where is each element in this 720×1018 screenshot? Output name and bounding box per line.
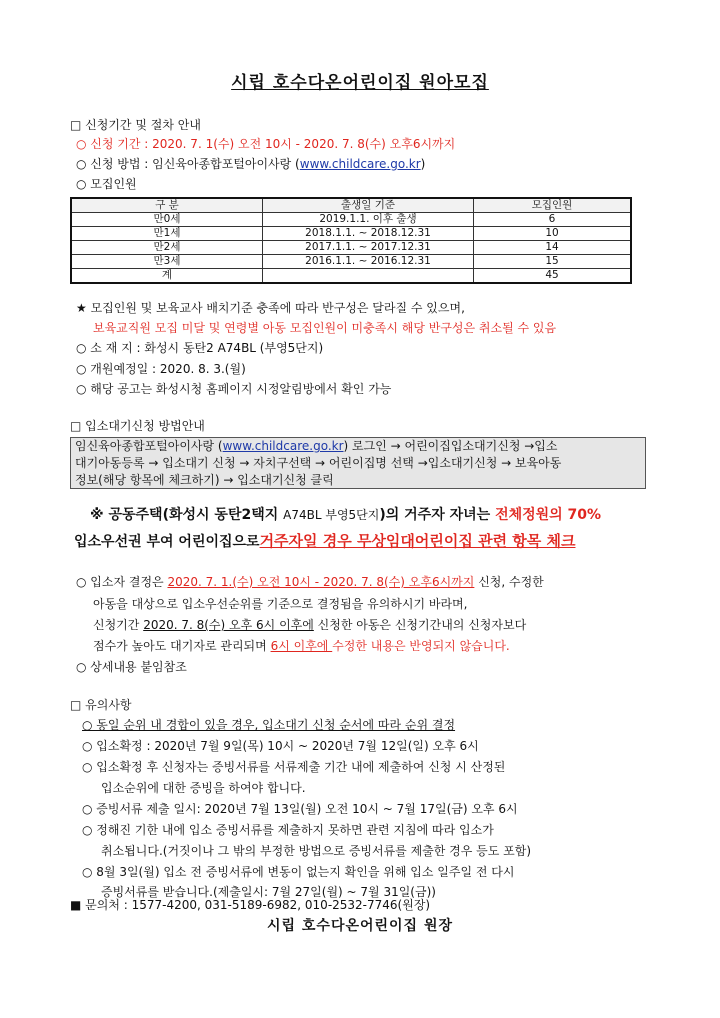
table-row <box>71 213 631 227</box>
caution-item: ○ 입소확정 : 2020년 7월 9일(목) 10시 ~ 2020년 7월 12일(일) 오후 6시 <box>82 739 479 753</box>
caution-item: ○ 증빙서류 제출 일시: 2020년 7월 13일(월) 오전 10시 ~ 7월 17일(금) 오후 6시 <box>82 802 518 816</box>
decision-text: 신청, 수정한 <box>474 575 544 589</box>
table-cell: 2016.1.1. ~ 2016.12.31 <box>263 255 474 269</box>
table-cell <box>263 269 474 284</box>
caution-item-cont: 취소됩니다.(거짓이나 그 밖의 부정한 방법으로 증빙서류를 제출한 경우 등도 포함) <box>101 844 532 858</box>
note-address: ○ 소 재 지 : 화성시 동탄2 A74BL (부영5단지) <box>76 341 324 355</box>
recruit-label: ○ 모집인원 <box>76 177 137 191</box>
table-cell: 45 <box>474 269 632 284</box>
decision-after-six: 6시 이후에 <box>270 639 333 653</box>
table-cell: 2017.1.1. ~ 2017.12.31 <box>263 241 474 255</box>
detail-note: ○ 상세내용 붙임참조 <box>76 660 187 674</box>
table-row <box>71 241 631 255</box>
table-header: 모집인원 <box>474 198 632 213</box>
decision-line3 <box>93 617 526 633</box>
procedure-line: 정보(해당 항목에 체크하기) → 입소대기신청 클릭 <box>75 473 334 487</box>
caution-item: ○ 입소확정 후 신청자는 증빙서류를 서류제출 기간 내에 제출하여 신청 시 산정된 <box>82 760 506 774</box>
apply-method <box>76 156 425 172</box>
note-star-red: 보육교직원 모집 미달 및 연령별 아동 모집인원이 미충족시 해당 반구성은 취소될 수 있음 <box>93 321 557 335</box>
decision-deadline: 2020. 7. 8(수) 오후 6시 이후에 <box>143 618 314 632</box>
decision-text: 신청기간 <box>93 618 144 632</box>
apply-method-text: ○ 신청 방법 : 임신육아종합포털아이사랑 ( <box>76 157 300 171</box>
priority-text: ※ 공동주택(화성시 동탄2택지 <box>90 507 284 523</box>
decision-not-reflected: 수정한 내용은 반영되지 않습니다. <box>332 639 510 653</box>
caution-item: ○ 8월 3일(월) 입소 전 증빙서류에 변동이 없는지 확인을 위해 입소 일주일 전 다시 <box>82 865 515 879</box>
priority-text: )의 거주자 자녀는 <box>379 507 496 523</box>
caution-item: ○ 동일 순위 내 경합이 있을 경우, 입소대기 신청 순서에 따라 순위 결정 <box>82 718 456 732</box>
table-row <box>71 255 631 269</box>
childcare-link[interactable]: www.childcare.go.kr <box>299 157 421 171</box>
procedure-line <box>75 438 641 455</box>
decision-line4 <box>93 638 510 654</box>
table-cell: 6 <box>474 213 632 227</box>
note-opening: ○ 개원예정일 : 2020. 8. 3.(월) <box>76 362 246 376</box>
section-waitlist-heading: □ 입소대기신청 방법안내 <box>70 419 205 433</box>
apply-period: ○ 신청 기간 : 2020. 7. 1(수) 오전 10시 - 2020. 7. 8(수) 오후6시까지 <box>76 137 456 151</box>
apply-method-suffix: ) <box>420 157 426 171</box>
priority-check-note: 거주자일 경우 무상임대어린이집 관련 항목 체크 <box>259 532 576 550</box>
decision-period: 2020. 7. 1.(수) 오전 10시 - 2020. 7. 8(수) 오후6시까지 <box>167 575 475 589</box>
table-cell: 14 <box>474 241 632 255</box>
decision-text: 점수가 높아도 대기자로 관리되며 <box>93 639 271 653</box>
caution-item-cont: 입소순위에 대한 증빙을 하여야 합니다. <box>101 781 306 795</box>
table-header-row <box>71 198 631 213</box>
priority-notice-line2 <box>74 530 575 551</box>
decision-line2: 아동을 대상으로 입소우선순위를 기준으로 결정됨을 유의하시기 바라며, <box>93 597 468 611</box>
table-cell: 만1세 <box>71 227 263 241</box>
section-caution-heading: □ 유의사항 <box>70 698 132 712</box>
table-cell: 15 <box>474 255 632 269</box>
note-notice: ○ 해당 공고는 화성시청 홈페이지 시정알림방에서 확인 가능 <box>76 382 392 396</box>
table-cell: 만3세 <box>71 255 263 269</box>
childcare-link[interactable]: www.childcare.go.kr <box>222 439 344 453</box>
table-cell: 10 <box>474 227 632 241</box>
procedure-text: 임신육아종합포털아이사랑 ( <box>75 439 223 453</box>
table-total-row <box>71 269 631 284</box>
table-header: 출생일 기준 <box>263 198 474 213</box>
priority-text: 입소우선권 부여 어린이집으로 <box>74 534 260 550</box>
table-cell: 2019.1.1. 이후 출생 <box>263 213 474 227</box>
table-cell: 2018.1.1. ~ 2018.12.31 <box>263 227 474 241</box>
caution-item: ○ 정해진 기한 내에 입소 증빙서류를 제출하지 못하면 관련 지침에 따라 입소가 <box>82 823 494 837</box>
priority-complex: A74BL 부영5단지 <box>283 508 380 522</box>
priority-notice-line1 <box>90 504 601 524</box>
waitlist-procedure-box <box>70 437 646 489</box>
table-cell: 계 <box>71 269 263 284</box>
contact-info: ■ 문의처 : 1577-4200, 031-5189-6982, 010-2532-7746(원장) <box>70 898 431 912</box>
procedure-line: 대기아동등록 → 입소대기 신청 → 자치구선택 → 어린이집명 선택 →입소대기신청 → 보육아동 <box>75 456 562 470</box>
note-star: ★ 모집인원 및 보육교사 배치기준 충족에 따라 반구성은 달라질 수 있으며, <box>76 301 465 315</box>
table-header: 구 분 <box>71 198 263 213</box>
signature: 시립 호수다온어린이집 원장 <box>266 918 454 934</box>
decision-text: ○ 입소자 결정은 <box>76 575 168 589</box>
procedure-text: ) 로그인 → 어린이집입소대기신청 →입소 <box>343 439 558 453</box>
table-cell: 만0세 <box>71 213 263 227</box>
caution-item-cont: 증빙서류를 받습니다.(제출일시: 7월 27일(월) ~ 7월 31일(금)) <box>101 885 436 899</box>
section-apply-heading: □ 신청기간 및 절차 안내 <box>70 118 201 132</box>
decision-text: 신청한 아동은 신청기간내의 신청자보다 <box>313 618 527 632</box>
decision-line1 <box>76 574 544 590</box>
page-title: 시립 호수다온어린이집 원아모집 <box>231 73 489 93</box>
recruit-table <box>70 197 632 284</box>
priority-ratio: 전체정원의 70% <box>495 507 602 523</box>
table-row <box>71 227 631 241</box>
table-cell: 만2세 <box>71 241 263 255</box>
